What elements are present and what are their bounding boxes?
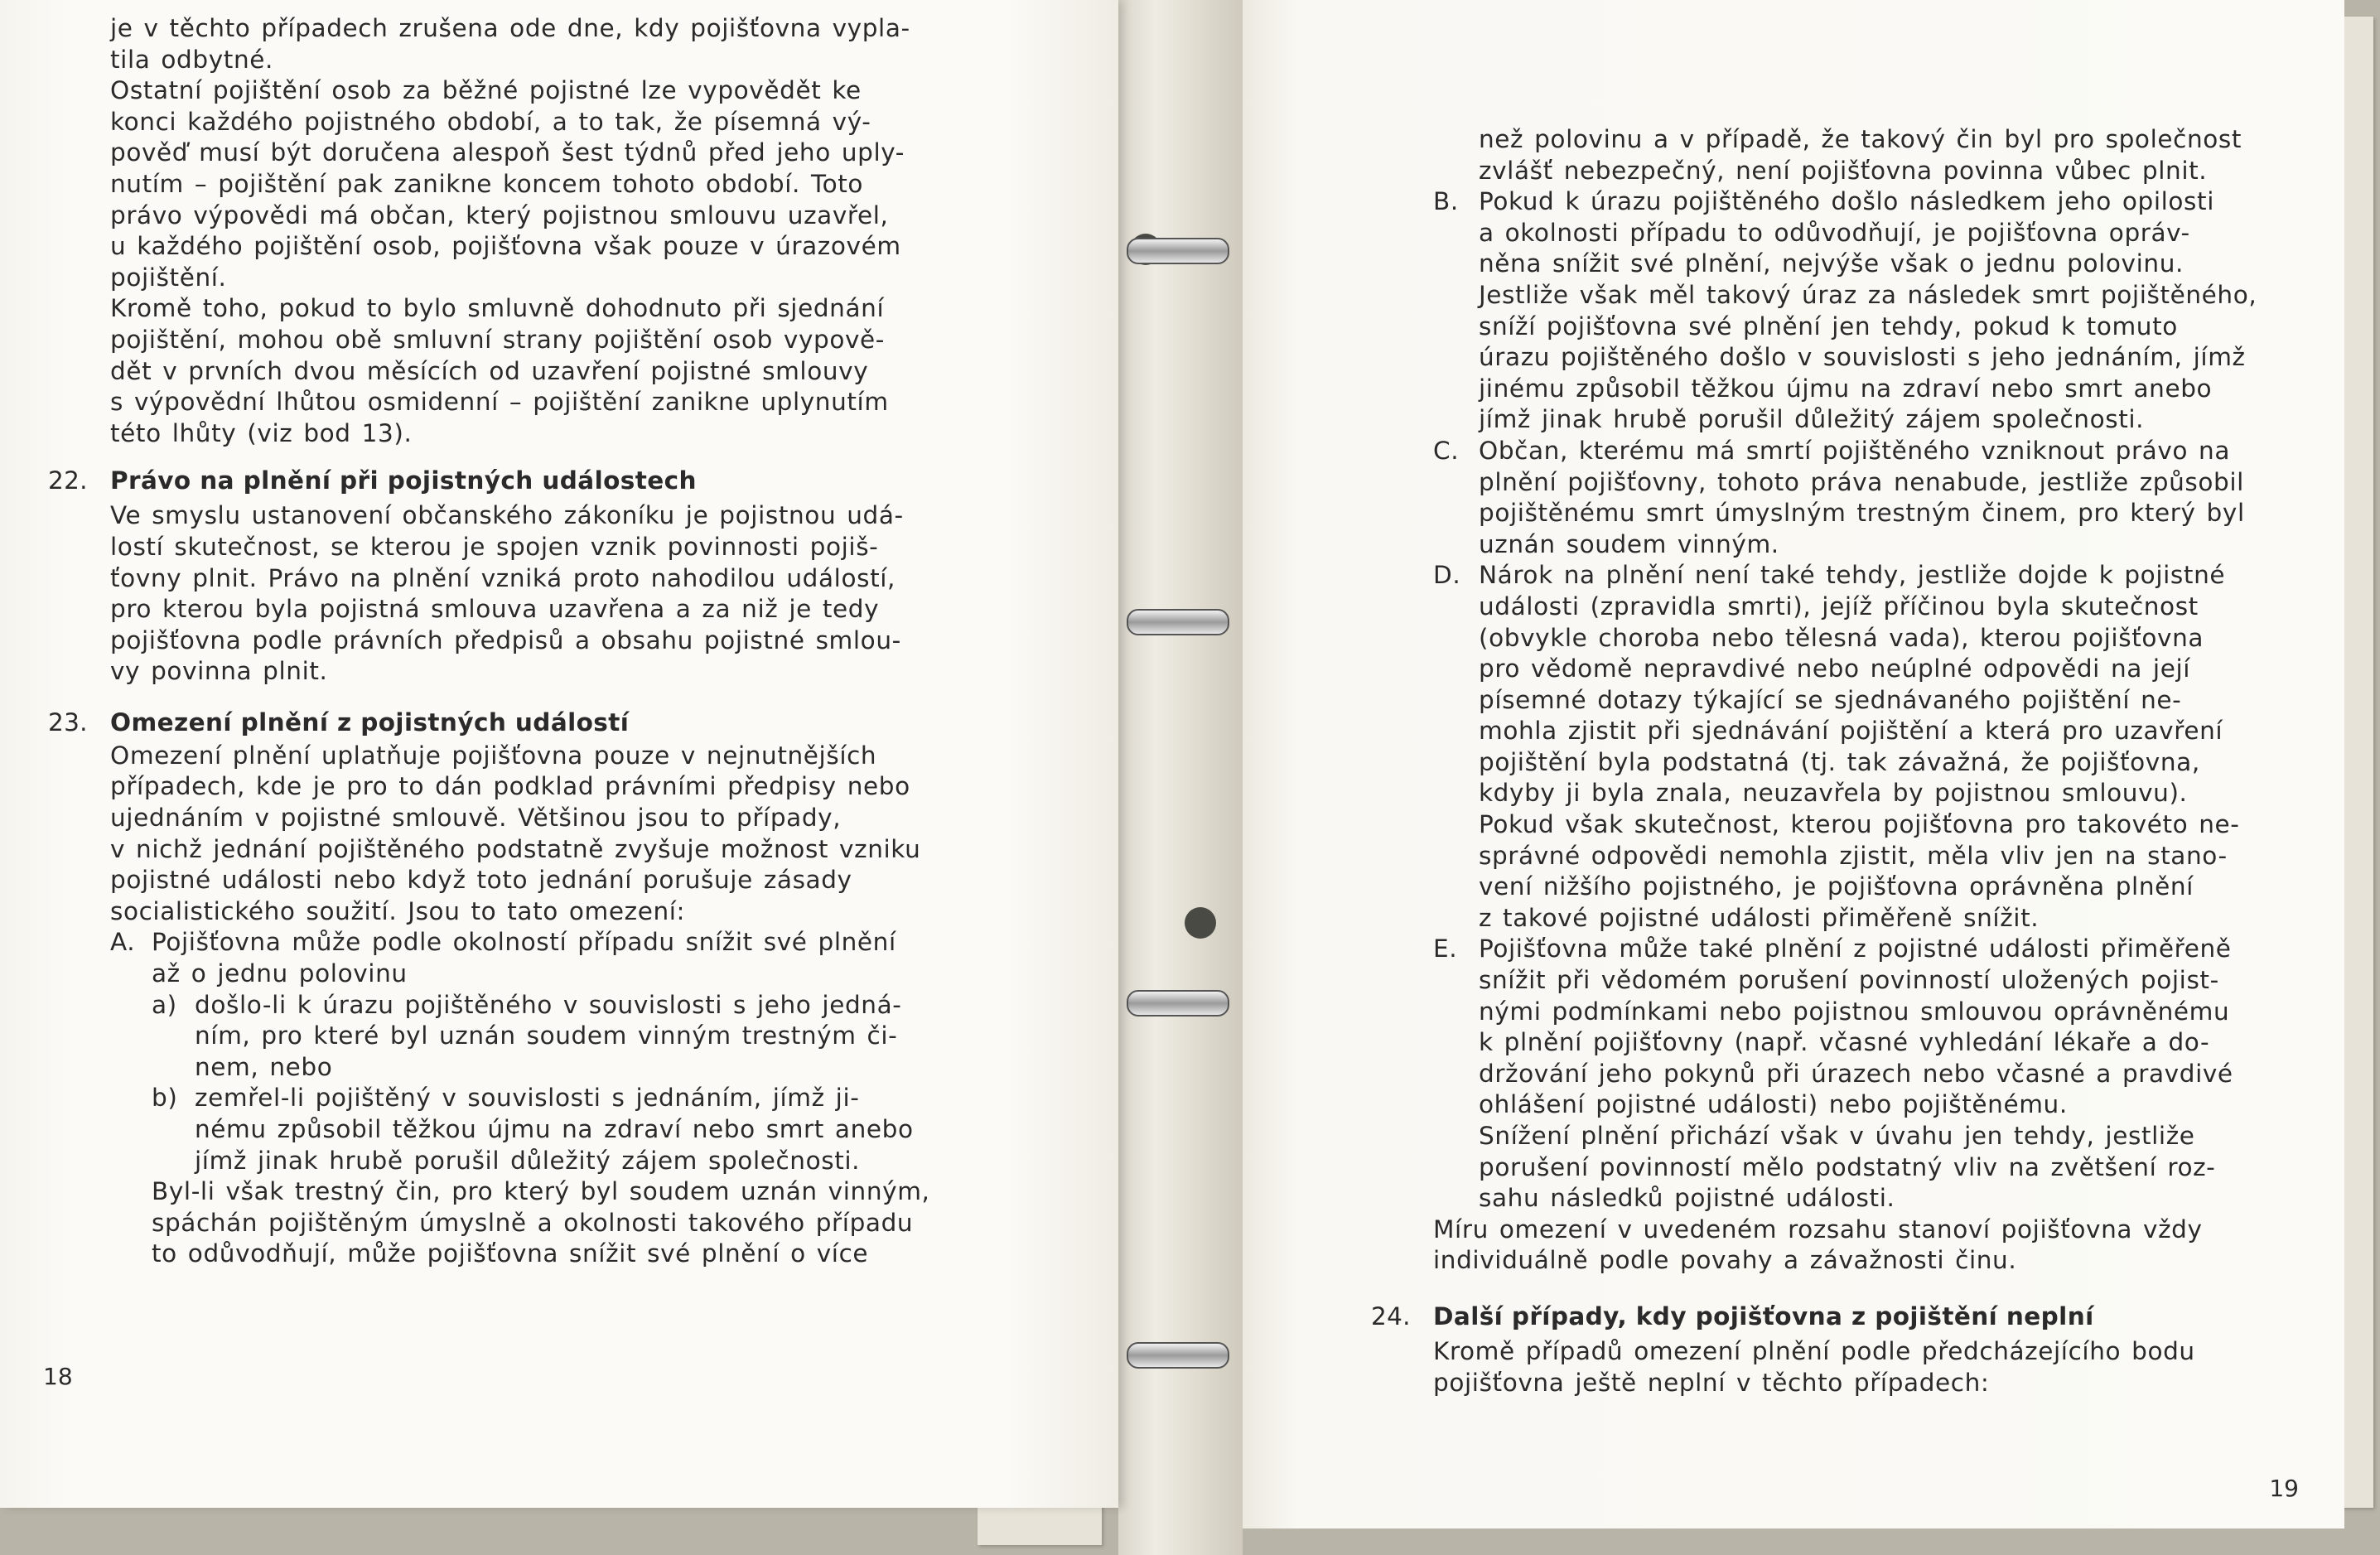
binder-ring-icon bbox=[1127, 238, 1229, 264]
text-line: nými podmínkami nebo pojistnou smlouvou oprávněnému bbox=[1479, 997, 2230, 1026]
text-line: pojišťovna podle právních předpisů a obsahu pojistné smlou- bbox=[110, 625, 901, 654]
page-number: 19 bbox=[2269, 1475, 2299, 1502]
text-line: Ostatní pojištění osob za běžné pojistné lze vypovědět ke bbox=[110, 76, 862, 105]
text-line: a okolnosti případu to odůvodňují, je pojišťovna opráv- bbox=[1479, 218, 2190, 247]
text-line: konci každého pojistného období, a to tak, že písemná vý- bbox=[110, 107, 871, 136]
list-label: E. bbox=[1433, 934, 1458, 963]
list-item-tail bbox=[152, 1176, 932, 1270]
text-line: snížit při vědomém porušení povinností uložených pojist- bbox=[1479, 966, 2219, 995]
text-line: dět v prvních dvou měsících od uzavření pojistné smlouvy bbox=[110, 356, 869, 385]
text-line: kdyby ji byla znala, neuzavřela by pojistnou smlouvu). bbox=[1479, 779, 2188, 808]
text-line: porušení povinností mělo podstatný vliv na zvětšení roz- bbox=[1479, 1152, 2216, 1181]
text-line: zvlášť nebezpečný, není pojišťovna povinna vůbec plnit. bbox=[1479, 156, 2208, 185]
page-number: 18 bbox=[43, 1363, 73, 1390]
text-line: jímž jinak hrubě porušil důležitý zájem společnosti. bbox=[1479, 405, 2145, 434]
list-label: D. bbox=[1433, 561, 1461, 590]
text-line: to odůvodňují, může pojišťovna snížit své plnění o více bbox=[152, 1239, 869, 1268]
text-line: pro kterou byla pojistná smlouva uzavřena a za niž je tedy bbox=[110, 595, 880, 624]
text-line: ťovny plnit. Právo na plnění vzniká proto nahodilou událostí, bbox=[110, 563, 896, 592]
list-label: A. bbox=[110, 928, 136, 957]
text-line: uznán soudem vinným. bbox=[1479, 529, 1779, 558]
list-item-c bbox=[1433, 436, 2299, 560]
text-line: jinému způsobil těžkou újmu na zdraví nebo smrt anebo bbox=[1479, 374, 2213, 403]
section-heading: Právo na plnění při pojistných událostech bbox=[110, 466, 697, 495]
text-line: vy povinna plnit. bbox=[110, 657, 328, 686]
list-label: B. bbox=[1433, 187, 1459, 216]
section-body bbox=[110, 741, 932, 928]
text-line: sahu následků pojistné události. bbox=[1479, 1184, 1895, 1213]
text-line: této lhůty (viz bod 13). bbox=[110, 418, 413, 447]
continuation-paragraph bbox=[1433, 124, 2299, 186]
section-22 bbox=[48, 464, 932, 688]
sub-item-body bbox=[195, 1083, 932, 1176]
binder-ring-icon bbox=[1127, 990, 1229, 1017]
closing-paragraph bbox=[1433, 1215, 2299, 1277]
text-line: Pojišťovna může podle okolností případu snížit své plnění bbox=[152, 928, 896, 957]
text-line: došlo-li k úrazu pojištěného v souvislosti s jeho jedná- bbox=[195, 990, 902, 1019]
section-heading: Omezení plnění z pojistných událostí bbox=[110, 707, 630, 736]
text-line: Pojišťovna může také plnění z pojistné události přiměřeně bbox=[1479, 934, 2232, 963]
sub-item-b bbox=[152, 1083, 932, 1176]
text-line: mohla zjistit při sjednávání pojištění a která pro uzavření bbox=[1479, 717, 2223, 746]
text-line: nému způsobil těžkou újmu na zdraví nebo smrt anebo bbox=[195, 1115, 914, 1143]
text-line: individuálně podle povahy a závažnosti činu. bbox=[1433, 1246, 2017, 1275]
binder-hole-icon bbox=[1185, 907, 1216, 939]
sub-item-body bbox=[195, 990, 932, 1084]
text-line: socialistického soužití. Jsou to tato omezení: bbox=[110, 896, 686, 925]
text-line: sníží pojišťovna své plnění jen tehdy, pokud k tomuto bbox=[1479, 311, 2178, 340]
binder-ring-icon bbox=[1127, 609, 1229, 635]
text-line: je v těchto případech zrušena ode dne, kdy pojišťovna vypla- bbox=[110, 14, 910, 42]
section-heading: Další případy, kdy pojišťovna z pojištění neplní bbox=[1433, 1301, 2094, 1330]
sub-item-a bbox=[152, 990, 932, 1084]
text-line: pojištění, mohou obě smluvní strany pojištění osob vypově- bbox=[110, 325, 886, 354]
book-binding bbox=[1118, 0, 1243, 1555]
text-line: lostí skutečnost, se kterou je spojen vznik povinnosti pojiš- bbox=[110, 532, 879, 561]
text-line: pojištění byla podstatná (tj. tak závažná, že pojišťovna, bbox=[1479, 747, 2200, 776]
text-line: s výpovědní lhůtou osmidenní – pojištění zanikne uplynutím bbox=[110, 388, 889, 417]
text-line: pojištění. bbox=[110, 263, 227, 292]
text-line: Občan, kterému má smrtí pojištěného vzniknout právo na bbox=[1479, 436, 2231, 465]
text-line: případech, kde je pro to dán podklad právními předpisy nebo bbox=[110, 772, 910, 801]
list-item-body bbox=[1479, 186, 2299, 436]
left-page bbox=[0, 0, 1118, 1508]
section-number: 23. bbox=[48, 707, 88, 736]
binder-ring-icon bbox=[1127, 1342, 1229, 1369]
text-line: Míru omezení v uvedeném rozsahu stanoví pojišťovna vždy bbox=[1433, 1215, 2203, 1244]
text-line: ním, pro které byl uznán soudem vinným trestným či- bbox=[195, 1021, 898, 1050]
text-line: u každého pojištění osob, pojišťovna však pouze v úrazovém bbox=[110, 232, 901, 261]
text-line: tila odbytné. bbox=[110, 45, 273, 74]
text-line: Kromě případů omezení plnění podle předcházejícího bodu bbox=[1433, 1336, 2195, 1365]
list-item-body bbox=[1479, 560, 2299, 934]
text-line: Ve smyslu ustanovení občanského zákoníku je pojistnou udá- bbox=[110, 501, 904, 530]
text-line: pojištěnému smrt úmyslným trestným činem, pro který byl bbox=[1479, 499, 2245, 528]
text-line: spáchán pojištěným úmyslně a okolnosti takového případu bbox=[152, 1208, 914, 1237]
text-line: zemřel-li pojištěný v souvislosti s jednáním, jímž ji- bbox=[195, 1084, 860, 1113]
sub-label: b) bbox=[152, 1084, 178, 1113]
text-line: pro vědomě nepravdivé nebo neúplné odpovědi na její bbox=[1479, 654, 2191, 683]
text-line: Pokud však skutečnost, kterou pojišťovna pro takovéto ne- bbox=[1479, 810, 2240, 839]
section-23 bbox=[48, 706, 932, 1270]
list-item-body bbox=[152, 927, 932, 989]
right-page bbox=[1243, 0, 2344, 1528]
text-line: vení nižšího pojistného, je pojišťovna oprávněna plnění bbox=[1479, 872, 2194, 901]
text-line: plnění pojišťovny, tohoto práva nenabude, jestliže způsobil bbox=[1479, 467, 2244, 496]
list-item-body bbox=[1479, 436, 2299, 560]
list-item-d bbox=[1433, 560, 2299, 934]
text-line: až o jednu polovinu bbox=[152, 959, 408, 988]
text-line: Nárok na plnění není také tehdy, jestliže dojde k pojistné bbox=[1479, 561, 2226, 590]
intro-paragraph bbox=[110, 13, 932, 449]
text-line: pověď musí být doručena alespoň šest týdnů před jeho uply- bbox=[110, 138, 905, 167]
text-line: pojišťovna ještě neplní v těchto případech: bbox=[1433, 1368, 1990, 1397]
text-line: nem, nebo bbox=[195, 1052, 333, 1081]
list-label: C. bbox=[1433, 436, 1460, 465]
section-number: 24. bbox=[1371, 1301, 1411, 1330]
text-line: Jestliže však měl takový úraz za následek smrt pojištěného, bbox=[1479, 280, 2257, 309]
list-item-a bbox=[110, 927, 932, 1270]
text-line: písemné dotazy týkající se sjednávaného pojištění ne- bbox=[1479, 685, 2182, 714]
text-line: správné odpovědi nemohla zjistit, měla vliv jen na stano- bbox=[1479, 841, 2228, 870]
omezeni-list bbox=[1433, 186, 2299, 1215]
section-body bbox=[110, 500, 932, 688]
text-line: pojistné události nebo když toto jednání porušuje zásady bbox=[110, 866, 852, 895]
list-item-b bbox=[1433, 186, 2299, 436]
section-body bbox=[1433, 1336, 2299, 1398]
text-line: než polovinu a v případě, že takový čin byl pro společnost bbox=[1479, 125, 2242, 153]
text-line: něna snížit své plnění, nejvýše však o jednu polovinu. bbox=[1479, 249, 2184, 278]
text-line: Byl-li však trestný čin, pro který byl soudem uznán vinným, bbox=[152, 1177, 930, 1206]
text-line: v nichž jednání pojištěného podstatně zvyšuje možnost vzniku bbox=[110, 834, 921, 863]
text-line: Kromě toho, pokud to bylo smluvně dohodnuto při sjednání bbox=[110, 294, 885, 323]
text-line: k plnění pojišťovny (např. včasné vyhledání lékaře a do- bbox=[1479, 1028, 2210, 1057]
list-item-body bbox=[1479, 934, 2299, 1214]
text-line: ohlášení pojistné události) nebo pojištěnému. bbox=[1479, 1090, 2068, 1119]
section-number: 22. bbox=[48, 466, 88, 495]
text-line: Omezení plnění uplatňuje pojišťovna pouze v nejnutnějších bbox=[110, 741, 877, 770]
text-line: držování jeho pokynů při úrazech nebo včasné a pravdivé bbox=[1479, 1059, 2233, 1088]
text-line: ujednáním v pojistné smlouvě. Většinou jsou to případy, bbox=[110, 804, 842, 833]
text-line: nutím – pojištění pak zanikne koncem tohoto období. Toto bbox=[110, 169, 864, 198]
list-item-e bbox=[1433, 934, 2299, 1214]
text-line: (obvykle choroba nebo tělesná vada), kterou pojišťovna bbox=[1479, 623, 2204, 652]
text-line: události (zpravidla smrti), jejíž příčinou byla skutečnost bbox=[1479, 592, 2199, 621]
text-line: úrazu pojištěného došlo v souvislosti s jeho jednáním, jímž bbox=[1479, 343, 2246, 372]
section-24 bbox=[1371, 1300, 2299, 1398]
text-line: z takové pojistné události přiměřeně snížit. bbox=[1479, 903, 2040, 932]
sub-label: a) bbox=[152, 990, 177, 1019]
text-line: jímž jinak hrubě porušil důležitý zájem společnosti. bbox=[195, 1146, 861, 1175]
text-line: Snížení plnění přichází však v úvahu jen tehdy, jestliže bbox=[1479, 1122, 2195, 1150]
text-line: Pokud k úrazu pojištěného došlo následkem jeho opilosti bbox=[1479, 187, 2214, 216]
text-line: právo výpovědi má občan, který pojistnou smlouvu uzavřel, bbox=[110, 200, 889, 229]
